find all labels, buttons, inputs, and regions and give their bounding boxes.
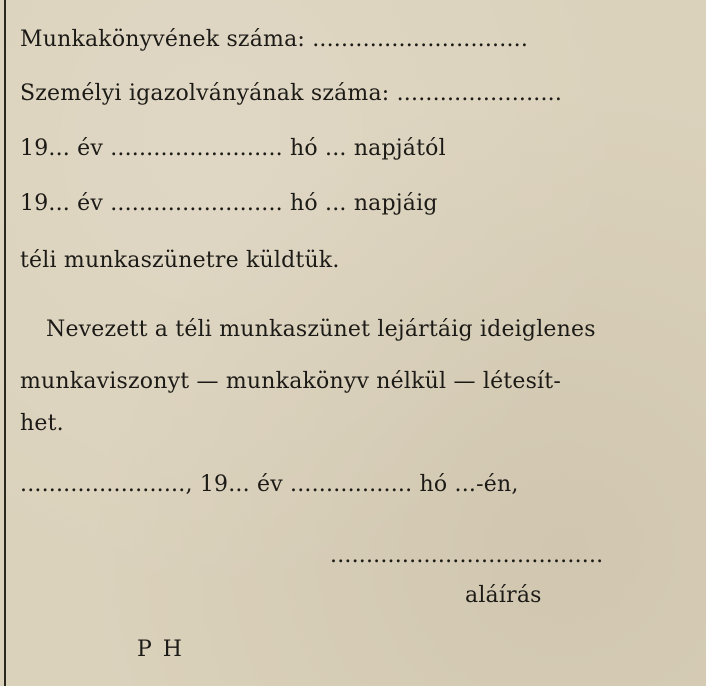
- workbook-number-line: Munkakönyvének száma: ..............................: [20, 27, 529, 52]
- place-date-line: ......................., 19... év ................. hó ...-én,: [20, 472, 519, 497]
- signature-label: aláírás: [465, 583, 542, 608]
- sent-to-winter-break-text: téli munkaszünetre küldtük.: [20, 248, 340, 273]
- seal-label: P H: [137, 637, 184, 662]
- from-date-line: 19... év ........................ hó ... napjától: [20, 136, 446, 161]
- id-card-number-line: Személyi igazolványának száma: .......................: [20, 81, 563, 106]
- note-line-3: het.: [20, 411, 64, 436]
- note-line-1: Nevezett a téli munkaszünet lejártáig ideiglenes: [46, 317, 596, 342]
- to-date-line: 19... év ........................ hó ... napjáig: [20, 191, 438, 216]
- note-line-2: munkaviszonyt — munkakönyv nélkül — létesít-: [20, 369, 561, 394]
- left-border-rule: [4, 0, 6, 686]
- signature-line: ......................................: [330, 543, 604, 568]
